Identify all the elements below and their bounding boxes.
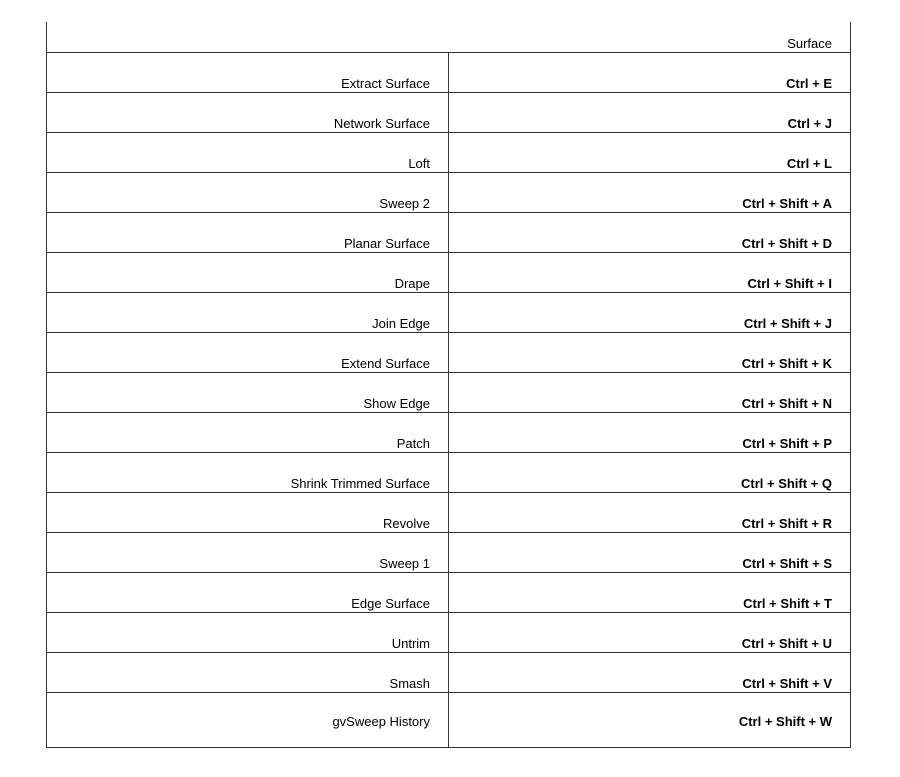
table-row [47,173,850,213]
command-cell: Patch [47,413,449,452]
command-cell: Untrim [47,613,449,652]
shortcut-cell: Ctrl + Shift + Q [740,476,832,491]
table-row [47,413,850,453]
command-cell: Smash [47,653,449,692]
table-row [47,213,850,253]
table-row [47,253,850,293]
table-row [47,93,850,133]
table-row [47,373,850,413]
table-row [47,333,850,373]
table-row [47,53,850,93]
table-row [47,653,850,693]
shortcut-cell: Ctrl + Shift + A [742,196,832,211]
shortcut-cell: Ctrl + Shift + V [742,676,832,691]
shortcut-cell: Ctrl + Shift + S [742,556,832,571]
shortcut-cell: Ctrl + Shift + N [741,396,832,411]
command-cell: Sweep 2 [47,173,449,212]
table-row [47,693,850,748]
shortcut-cell: Ctrl + Shift + T [743,596,832,611]
shortcut-table [46,22,851,748]
table-row [47,493,850,533]
section-header: Surface [787,36,832,51]
command-cell: Planar Surface [47,213,449,252]
command-cell: Extract Surface [47,53,449,92]
shortcut-cell: Ctrl + Shift + P [742,436,832,451]
command-cell: Shrink Trimmed Surface [47,453,449,492]
command-cell: Drape [47,253,449,292]
shortcut-cell: Ctrl + Shift + W [738,714,832,729]
command-cell: gvSweep History [47,693,449,748]
table-header-row [47,22,850,53]
table-row [47,533,850,573]
shortcut-cell: Ctrl + E [786,76,832,91]
shortcut-cell: Ctrl + Shift + D [741,236,832,251]
command-cell: Show Edge [47,373,449,412]
command-cell: Revolve [47,493,449,532]
command-cell: Sweep 1 [47,533,449,572]
command-cell: Extend Surface [47,333,449,372]
shortcut-cell: Ctrl + Shift + R [741,516,832,531]
table-row [47,453,850,493]
table-row [47,133,850,173]
table-row [47,293,850,333]
shortcut-cell: Ctrl + Shift + I [747,276,832,291]
command-cell: Join Edge [47,293,449,332]
table-row [47,613,850,653]
shortcut-cell: Ctrl + Shift + U [741,636,832,651]
table-row [47,573,850,613]
shortcut-cell: Ctrl + Shift + J [743,316,832,331]
command-cell: Loft [47,133,449,172]
command-cell: Network Surface [47,93,449,132]
shortcut-cell: Ctrl + L [786,156,832,171]
shortcut-cell: Ctrl + Shift + K [741,356,832,371]
command-cell: Edge Surface [47,573,449,612]
shortcut-cell: Ctrl + J [787,116,832,131]
